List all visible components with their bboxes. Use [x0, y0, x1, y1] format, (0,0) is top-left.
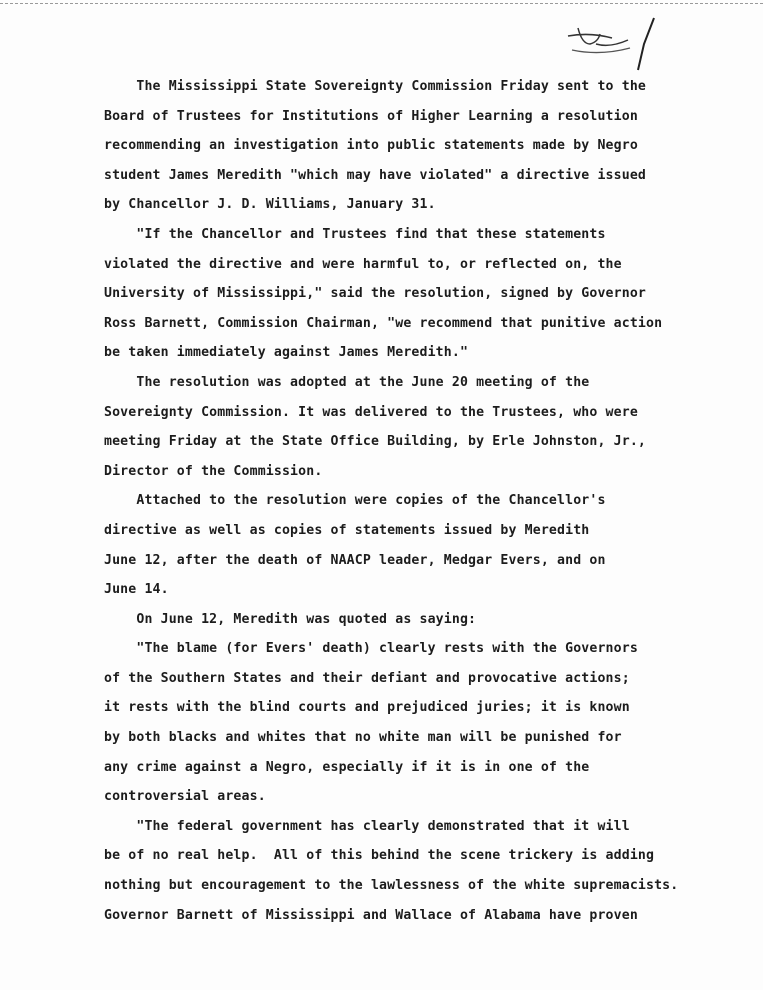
text-line: "If the Chancellor and Trustees find that these statements — [104, 226, 606, 242]
paragraph-1 — [104, 72, 744, 220]
paragraph-5 — [104, 605, 744, 635]
text-line: Director of the Commission. — [104, 463, 323, 479]
article-body — [104, 72, 744, 930]
text-line: any crime against a Negro, especially if it is in one of the — [104, 759, 590, 775]
text-line: nothing but encouragement to the lawlessness of the white supremacists. — [104, 878, 679, 894]
paragraph-2 — [104, 220, 744, 368]
text-line: controversial areas. — [104, 789, 266, 805]
text-line: June 12, after the death of NAACP leader, Medgar Evers, and on — [104, 552, 606, 568]
text-line: Attached to the resolution were copies of the Chancellor's — [104, 493, 606, 509]
text-line: University of Mississippi," said the resolution, signed by Governor — [104, 286, 646, 302]
text-line: Governor Barnett of Mississippi and Wallace of Alabama have proven — [104, 907, 638, 923]
text-line: June 14. — [104, 582, 169, 598]
text-line: be taken immediately against James Meredith." — [104, 345, 469, 361]
text-line: be of no real help. All of this behind the scene trickery is adding — [104, 848, 655, 864]
text-line: of the Southern States and their defiant and provocative actions; — [104, 670, 630, 686]
paragraph-3 — [104, 368, 744, 486]
text-line: "The blame (for Evers' death) clearly rests with the Governors — [104, 641, 638, 657]
text-line: The Mississippi State Sovereignty Commission Friday sent to the — [104, 79, 646, 94]
text-line: On June 12, Meredith was quoted as saying: — [104, 611, 477, 627]
text-line: Sovereignty Commission. It was delivered to the Trustees, who were — [104, 404, 638, 420]
text-line: it rests with the blind courts and prejudiced juries; it is known — [104, 700, 630, 716]
handwritten-annotation — [560, 14, 670, 74]
text-line: by Chancellor J. D. Williams, January 31. — [104, 197, 436, 213]
text-line: "The federal government has clearly demonstrated that it will — [104, 818, 630, 834]
text-line: meeting Friday at the State Office Building, by Erle Johnston, Jr., — [104, 434, 646, 450]
text-line: violated the directive and were harmful to, or reflected on, the — [104, 256, 622, 272]
text-line: The resolution was adopted at the June 20 meeting of the — [104, 374, 590, 390]
text-line: student James Meredith "which may have violated" a directive issued — [104, 167, 646, 183]
paragraph-4 — [104, 486, 744, 604]
paragraph-7 — [104, 812, 744, 930]
text-line: directive as well as copies of statements issued by Meredith — [104, 522, 590, 538]
text-line: by both blacks and whites that no white man will be punished for — [104, 730, 622, 746]
text-line: recommending an investigation into public statements made by Negro — [104, 138, 638, 154]
text-line: Ross Barnett, Commission Chairman, "we recommend that punitive action — [104, 315, 663, 331]
text-line: Board of Trustees for Institutions of Higher Learning a resolution — [104, 108, 638, 124]
scan-edge-rule — [0, 3, 763, 4]
paragraph-6 — [104, 634, 744, 812]
